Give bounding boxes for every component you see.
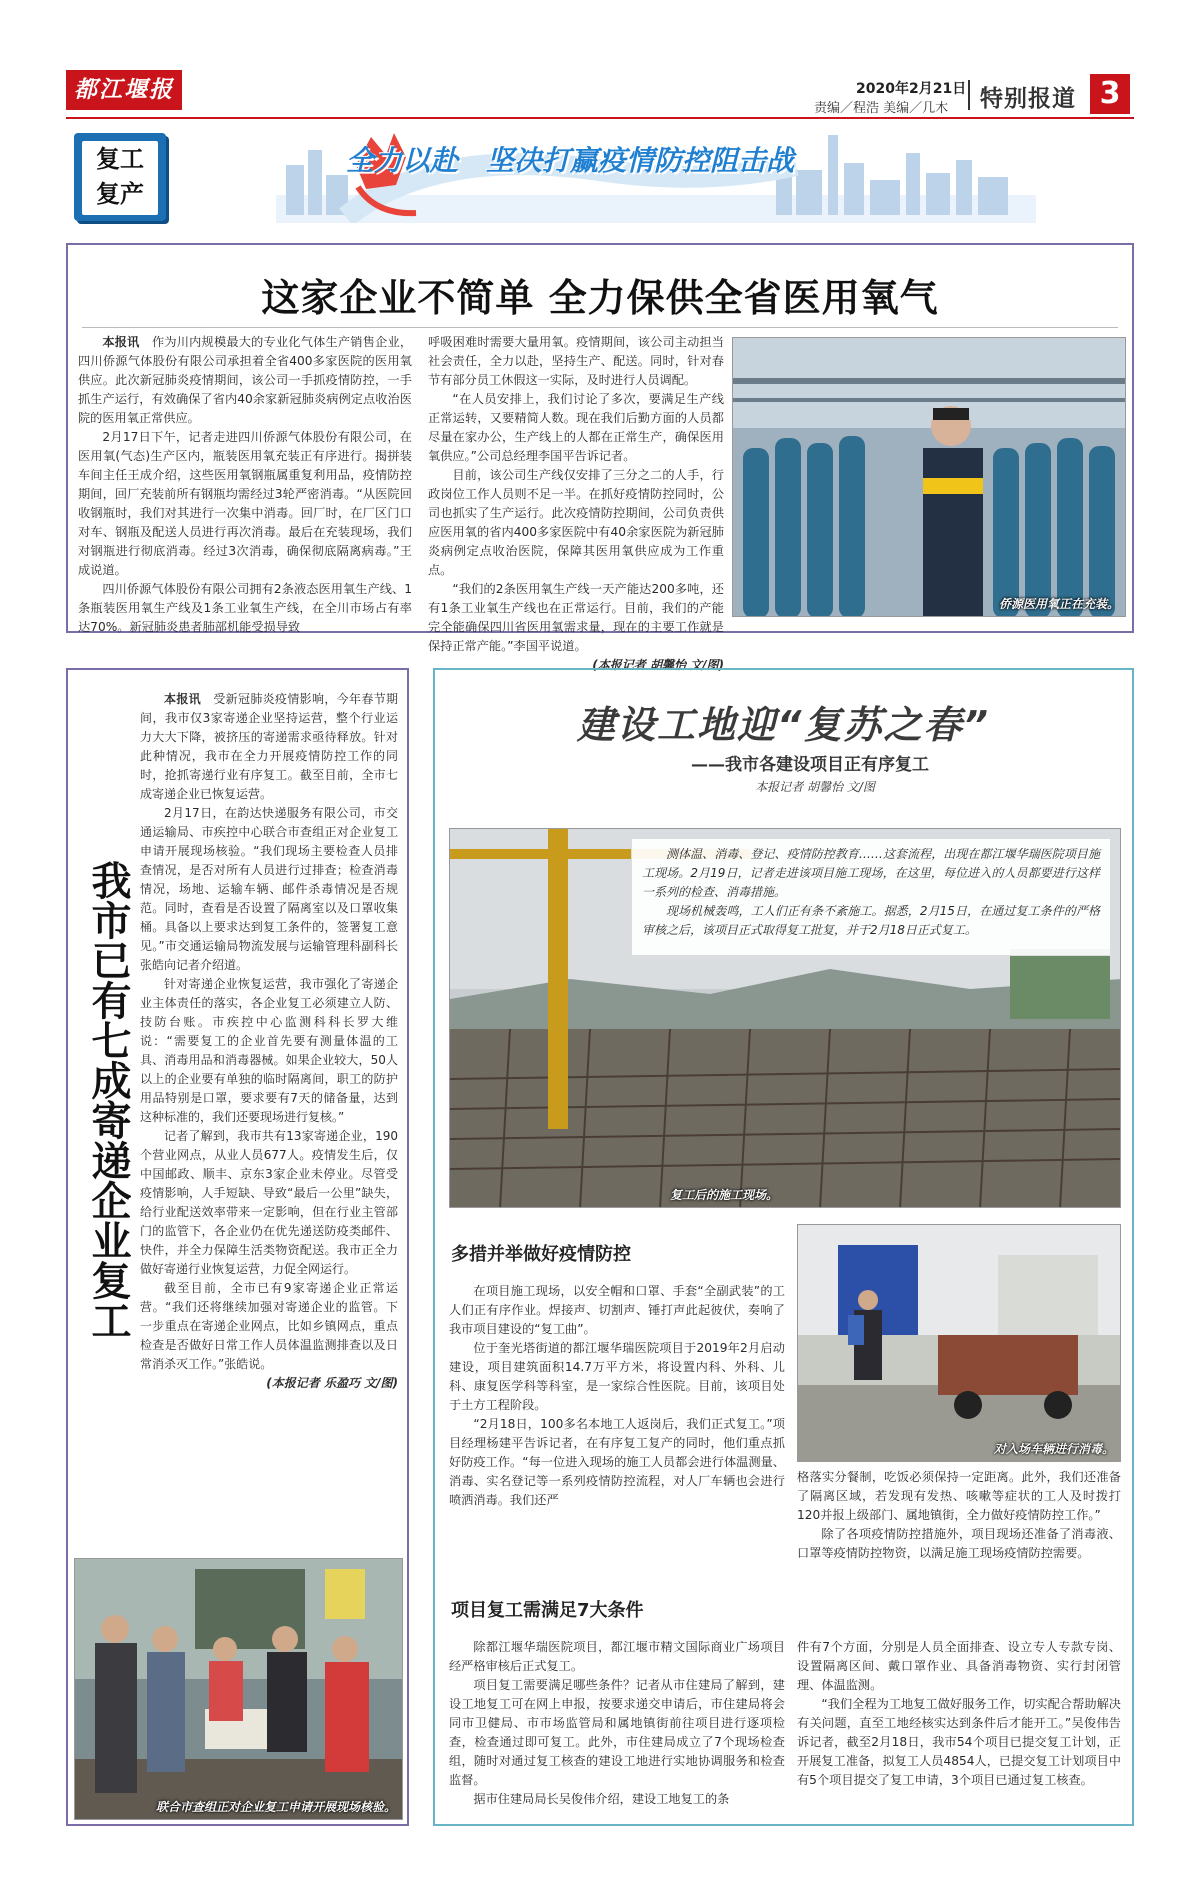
newspaper-logo: 都江堰报	[66, 70, 182, 110]
article1-paragraph: 作为川内规模最大的专业化气体生产销售企业，四川侨源气体股份有限公司承担着全省400多家医院的医用氧供应。此次新冠肺炎疫情期间，该公司一手抓疫情防控，一手抓生产运行，有效确保了省内40余家新冠肺炎病例定点收治医院的医用氧正常供应。	[78, 335, 413, 425]
article2-paragraph: 针对寄递企业恢复运营，我市强化了寄递企业主体责任的落实，各企业复工必须建立人防、技防台账。市疾控中心监测科科长罗大维说：“需要复工的企业首先要有测量体温的工具、消毒用品和消毒器械。如果企业较大，50人以上的企业要有单独的临时隔离间，职工的防护用品特别是口罩，要求要有7天的储备量，达到这种标准的，我们还要现场进行复核。”	[140, 977, 398, 1124]
campaign-banner	[66, 125, 1134, 225]
article1-paragraph: 2月17日下午，记者走进四川侨源气体股份有限公司，在医用氧(气态)生产区内，瓶装医用氧充装正有序进行。揭拼装车间主任王成介绍，这些医用氧钢瓶属重复利用品，疫情防控期间，回厂充装前所有钢瓶均需经过3轮严密消毒。“从医院回收钢瓶时，我们对其进行一次集中消毒。回厂时，在厂区门口对车、钢瓶及配送人员进行再次消毒。最后在充装现场，我们对钢瓶进行彻底消毒。经过3次消毒，确保彻底隔离病毒。”王成说道。	[78, 430, 412, 577]
article3-overlay-paragraph: 测体温、消毒、登记、疫情防控教育……这套流程，出现在都江堰华瑞医院项目施工现场。2月19日，记者走进该项目施工现场，在这里，每位进入的人员都要进行这样一系列的检查、消毒措施。	[642, 847, 1100, 899]
article3-paragraph: “我们全程为工地复工做好服务工作，切实配合帮助解决有关问题，直至工地经核实达到条件后才能开工。”吴俊伟告诉记者，截至2月18日，我市54个项目已提交复工计划，正开展复工准备，拟复工人员4854人，已提交复工计划项目中有5个项目提交了复工申请，3个项目已通过复工核查。	[797, 1697, 1121, 1787]
disinfection-photo-caption: 对入场车辆进行消毒。	[993, 1442, 1114, 1456]
article3-section2-col1	[449, 1638, 785, 1809]
article2-headline: 我市已有七成寄递企业复工	[85, 860, 132, 1340]
banner-tag	[74, 133, 166, 221]
article1-byline: (本报记者 胡馨怡 文/图)	[592, 658, 724, 672]
article3-paragraph: 据市住建局局长吴俊伟介绍，建设工地复工的条	[473, 1792, 730, 1806]
article3-paragraph: 件有7个方面，分别是人员全面排查、设立专人专款专岗、设置隔离区间、戴口罩作业、具备消毒物资、实行封闭管理、体温监测。	[797, 1640, 1121, 1692]
article2-paragraph: 2月17日，在韵达快递服务有限公司，市交通运输局、市疾控中心联合市查组正对企业复工申请开展现场核验。“我们现场主要检查人员排查情况，是否对所有人员进行过排查；检查消毒情况，场地、运输车辆、邮件杀毒情况是否规范。同时，查看是否设置了隔离室以及口罩收集桶。具备以上要求达到复工条件的，签署复工意见。”市交通运输局物流发展与运输管理科副科长张皓向记者介绍道。	[140, 806, 398, 972]
article1-lead-tag: 本报讯	[102, 335, 140, 349]
article3-paragraph: 除了各项疫情防控措施外，项目现场还准备了消毒液、口罩等疫情防控物资，以满足施工现场疫情防控需要。	[797, 1527, 1121, 1560]
courier-photo-illustration	[75, 1559, 403, 1820]
article3-paragraph: 项目复工需要满足哪些条件？记者从市住建局了解到，建设工地复工可在网上申报，按要求递交申请后，市住建局将会同市卫健局、市市场监管局和属地镇街前往项目进行逐项检查，检查通过即可复工。此外，市住建局成立了7个现场检查组，随时对通过复工核查的建设工地进行实地协调服务和检查监督。	[449, 1678, 785, 1787]
editor-credits: 责编／程浩 美编／几木	[814, 101, 949, 116]
section-name: 特别报道	[980, 86, 1076, 112]
masthead	[0, 0, 1200, 125]
article1-paragraph: 呼吸困难时需要大量用氧。疫情期间，该公司主动担当社会责任，全力以赴，坚持生产、配送。同时，针对春节有部分员工休假这一实际，及时进行人员调配。	[428, 335, 724, 387]
article3-photo-overlay	[631, 838, 1111, 956]
article3-subheading-prevention: 多措并举做好疫情防控	[451, 1244, 631, 1265]
banner-tag-inner	[82, 141, 158, 215]
courier-photo-caption: 联合市查组正对企业复工申请开展现场核验。	[155, 1800, 396, 1814]
article1-title: 这家企业不简单 全力保供全省医用氧气	[261, 275, 939, 320]
article3-paragraph: “2月18日，100多名本地工人返岗后，我们正式复工。”项目经理杨建平告诉记者，在有序复工复产的同时，他们重点抓好防疫工作。“每一位进入现场的施工人员都会进行体温测量、消毒、实名登记等一系列疫情防控流程，对人厂车辆也会进行喷洒消毒。我们还严	[449, 1417, 785, 1507]
courier-inspection-photo	[74, 1558, 403, 1820]
oxygen-photo-caption: 侨源医用氧正在充装。	[998, 597, 1119, 611]
article2-paragraph: 受新冠肺炎疫情影响，今年春节期间，我市仅3家寄递企业坚持运营，整个行业运力大大下降，被挤压的寄递需求亟待释放。针对此种情况，我市在全力开展疫情防控工作的同时，抢抓寄递行业有序复工。截至目前，全市七成寄递企业已恢复运营。	[140, 692, 398, 801]
article-construction-resumption	[433, 668, 1134, 1826]
article3-byline: 本报记者 胡馨怡 文/图	[755, 780, 875, 794]
article2-lead-tag: 本报讯	[164, 692, 201, 706]
article3-overlay-paragraph: 现场机械轰鸣，工人们正有条不紊施工。据悉，2月15日，在通过复工条件的严格审核之后，该项目正式取得复工批复，并于2月18日正式复工。	[642, 904, 1100, 937]
banner-tag-line2: 复产	[96, 180, 144, 208]
article3-section1-col2	[797, 1468, 1121, 1563]
article3-paragraph: 在项目施工现场，以安全帽和口罩、手套“全副武装”的工人们正有序作业。焊接声、切割声、锤打声此起彼伏，奏响了我市项目建设的“复工曲”。	[449, 1284, 785, 1336]
article3-paragraph: 除都江堰华瑞医院项目，都江堰市精文国际商业广场项目经严格审核后正式复工。	[449, 1640, 785, 1673]
article-oxygen-supply	[66, 243, 1134, 672]
oxygen-photo-illustration	[733, 338, 1126, 617]
article1-paragraph: 目前，该公司生产线仅安排了三分之二的人手，行政岗位工作人员则不足一半。在抓好疫情防控同时，公司也抓实了生产运行。此次疫情防控期间，公司负责供应医用氧的省内400多家医院中有40余家医院为新冠肺炎病例定点收治医院，保障其医用氧供应成为工作重点。	[428, 468, 724, 577]
disinfection-photo-illustration	[798, 1225, 1121, 1462]
article2-paragraph: 记者了解到，我市共有13家寄递企业，190个营业网点，从业人员677人。疫情发生后，仅中国邮政、顺丰、京东3家企业未停业。尽管受疫情影响，人手短缺、导致“最后一公里”缺失，给行业配送效率带来一定影响，但在行业主管部门的监管下，各企业仍在优先递送防疫类邮件、快件，并全力保障生活类物资配送。我市正全力做好寄递行业恢复运营，力促全网运行。	[140, 1129, 398, 1276]
article3-paragraph: 位于奎光塔街道的都江堰华瑞医院项目于2019年2月启动建设，项目建筑面积14.7万平方米，将设置内科、外科、儿科、康复医学科等科室，是一家综合性医院。目前，该项目处于土方工程阶段。	[449, 1341, 785, 1412]
article3-section1-col1	[449, 1282, 785, 1510]
header-divider	[968, 80, 970, 110]
masthead-rule	[66, 117, 1134, 119]
article1-paragraph: 四川侨源气体股份有限公司拥有2条液态医用氧生产线、1条瓶装医用氧生产线及1条工业氧生产线，在全川市场占有率达70%。新冠肺炎患者肺部机能受损导致	[78, 582, 412, 634]
vehicle-disinfection-photo	[797, 1224, 1121, 1462]
article1-paragraph: “我们的2条医用氧生产线一天产能达200多吨，还有1条工业氧生产线也在正常运行。目前，我们的产能完全能确保四川省医用氧需求量，现在的主要工作就是保持正常产能。”李国平说道。	[428, 582, 724, 653]
article3-subtitle: ——我市各建设项目正有序复工	[691, 755, 929, 775]
banner-tag-line1: 复工	[96, 145, 144, 173]
construction-photo-caption: 复工后的施工现场。	[670, 1188, 779, 1202]
banner-slogan: 全力以赴 坚决打赢疫情防控阻击战	[346, 144, 795, 177]
article-courier-resumption	[66, 668, 409, 1826]
title-rule	[82, 327, 1118, 328]
article3-subheading-conditions: 项目复工需满足7大条件	[451, 1600, 644, 1621]
article1-column1	[78, 333, 412, 637]
article2-paragraph: 截至目前，全市已有9家寄递企业正常运营。“我们还将继续加强对寄递企业的监管。下一步重点在寄递企业网点，比如乡镇网点，重点检查是否做好日常工作人员体温监测排查以及日常消杀灭工作。”张皓说。	[140, 1281, 398, 1371]
article1-column2	[428, 333, 724, 675]
article1-paragraph: “在人员安排上，我们讨论了多次，要满足生产线正常运转，又要精简人数。现在我们后勤方面的人员都尽量在家办公，生产线上的人都在正常生产，确保医用氧供应。”公司总经理李国平告诉记者。	[428, 392, 724, 463]
issue-date: 2020年2月21日	[856, 81, 967, 97]
article2-byline: (本报记者 乐盈巧 文/图)	[266, 1376, 398, 1390]
article3-title: 建设工地迎“复苏之春”	[577, 703, 990, 747]
page-number: 3	[1090, 74, 1130, 114]
article2-body	[140, 690, 398, 1393]
article3-section2-col2	[797, 1638, 1121, 1790]
article3-paragraph: 格落实分餐制，吃饭必须保持一定距离。此外，我们还准备了隔离区域，若发现有发热、咳嗽等症状的工人及时拨打120并报上级部门、属地镇街，全力做好疫情防控工作。”	[797, 1470, 1121, 1522]
oxygen-cylinder-photo	[732, 337, 1126, 617]
